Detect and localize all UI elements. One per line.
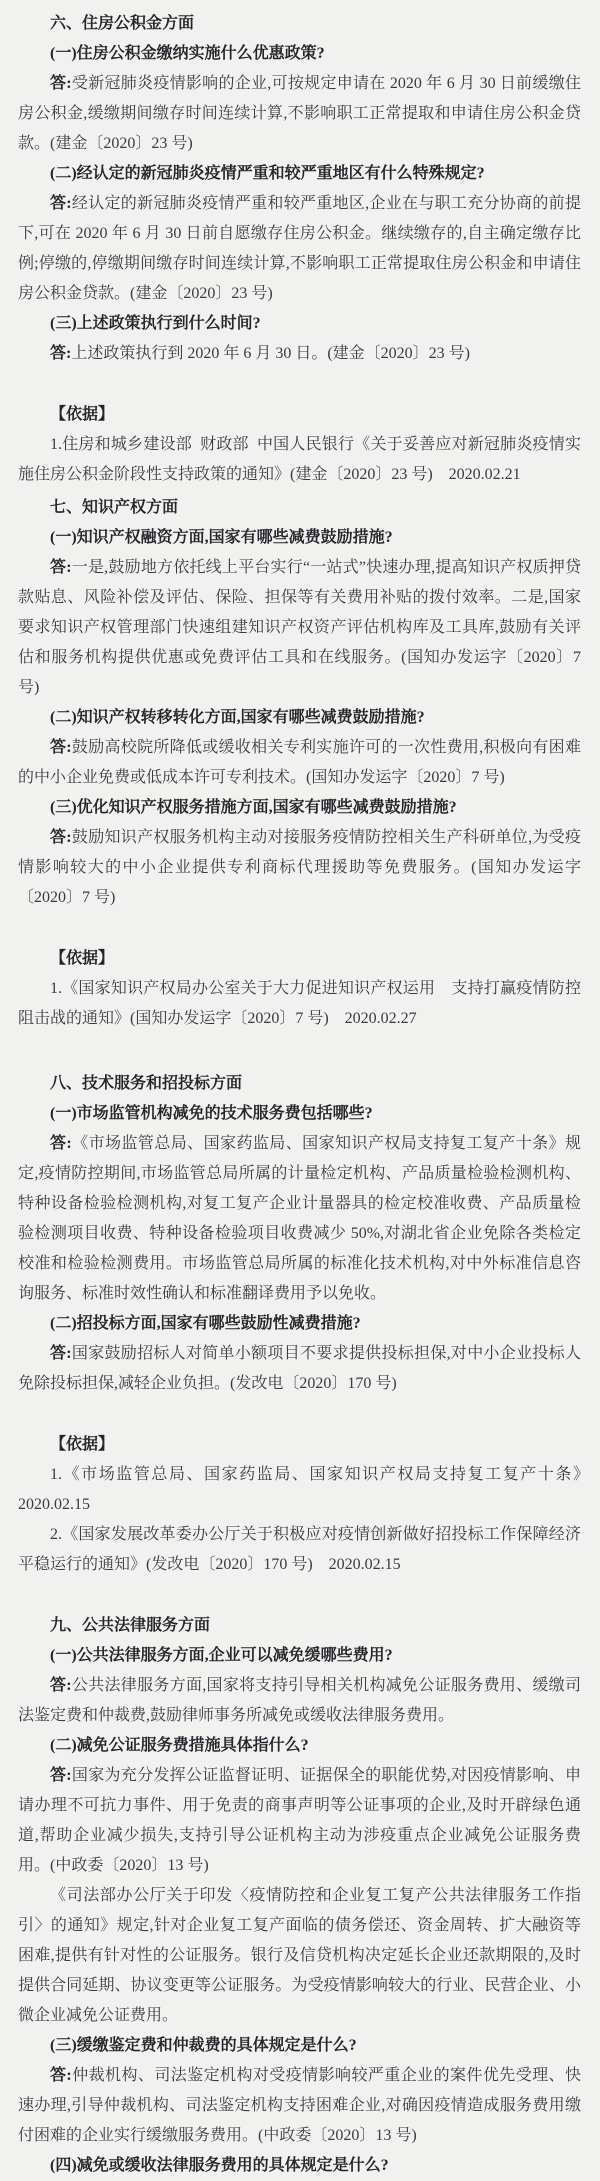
answer-text: 一是,鼓励地方依托线上平台实行“一站式”快速办理,提高知识产权质押贷款贴息、风险补偿及评估、保险、担保等有关费用补贴的拨付效率。二是,国家要求知识产权管理部门快速组建知识产权资产评估机构库及工具库,鼓励有关评估和服务机构提供优惠或免费评估工具和在线服务。(国知办发运字〔2020〕7 号) — [18, 559, 581, 696]
answer-prefix-label: 答: — [50, 2067, 72, 2084]
answer-prefix-label: 答: — [50, 739, 72, 756]
answer-text: 《司法部办公厅关于印发〈疫情防控和企业复工复产公共法律服务工作指引〉的通知》规定,针对企业复工复产面临的债务偿还、资金周转、扩大融资等困难,提供有针对性的公证服务。银行及信贷机构决定延长企业还款期限的,及时提供合同延期、协议变更等公证服务。为受疫情影响较大的行业、民营企业、小微企业减免公证费用。 — [18, 1887, 581, 2024]
question-text: (一)公共法律服务方面,企业可以减免缓哪些费用? — [50, 1647, 393, 1664]
answer-paragraph — [18, 1671, 581, 1731]
section-heading: 七、知识产权方面 — [50, 499, 179, 516]
answer-text: 国家为充分发挥公证监督证明、证据保全的职能优势,对因疫情影响、申请办理不可抗力事件、用于免责的商事声明等公证事项的企业,及时开辟绿色通道,帮助企业减少损失,支持引导公证机构主动为涉疫重点企业减免公证服务费用。(中政委〔2020〕13 号) — [18, 1767, 581, 1874]
answer-prefix-label: 答: — [50, 1677, 72, 1694]
section-1 — [18, 9, 581, 490]
question-text: (一)市场监管机构减免的技术服务费包括哪些? — [50, 1105, 373, 1122]
question-text: (二)知识产权转移转化方面,国家有哪些减费鼓励措施? — [50, 709, 425, 726]
section-heading: 九、公共法律服务方面 — [50, 1617, 211, 1634]
question-text: (三)上述政策执行到什么时间? — [50, 315, 261, 332]
answer-paragraph — [18, 189, 581, 309]
answer-paragraph — [18, 553, 581, 703]
answer-prefix-label: 答: — [50, 195, 72, 212]
answer-paragraph — [18, 339, 581, 369]
basis-heading: 【依据】 — [50, 406, 115, 423]
question-text: (二)减免公证服务费措施具体指什么? — [50, 1737, 309, 1754]
question-text: (三)优化知识产权服务措施方面,国家有哪些减费鼓励措施? — [50, 799, 457, 816]
answer-text: 公共法律服务方面,国家将支持引导相关机构减免公证服务费用、缓缴司法鉴定费和仲裁费,鼓励律师事务所减免或缓收法律服务费用。 — [18, 1677, 581, 1724]
answer-prefix-label: 答: — [50, 345, 72, 362]
section-2 — [18, 493, 581, 1034]
answer-prefix-label: 答: — [50, 75, 72, 92]
answer-text: 上述政策执行到 2020 年 6 月 30 日。(建金〔2020〕23 号) — [71, 345, 471, 362]
answer-text: 经认定的新冠肺炎疫情严重和较严重地区,企业在与职工充分协商的前提下,可在 2020 年 6 月 30 日前自愿缴存住房公积金。继续缴存的,自主确定缴存比例;停缴的,停缴期间缴存时间连续计算,不影响职工正常提取住房公积金和申请住房公积金贷款。(建金〔2020〕23 号) — [18, 195, 581, 302]
answer-text: 受新冠肺炎疫情影响的企业,可按规定申请在 2020 年 6 月 30 日前缓缴住房公积金,缓缴期间缴存时间连续计算,不影响职工正常提取和申请住房公积金贷款。(建金〔2020〕23 号) — [18, 75, 581, 152]
answer-text: 鼓励高校院所降低或缓收相关专利实施许可的一次性费用,积极向有困难的中小企业免费或低成本许可专利技术。(国知办发运字〔2020〕7 号) — [18, 739, 581, 786]
answer-prefix-label: 答: — [50, 559, 72, 576]
question-text: (二)经认定的新冠肺炎疫情严重和较严重地区有什么特殊规定? — [50, 165, 485, 182]
basis-heading: 【依据】 — [50, 950, 115, 967]
answer-paragraph — [18, 1881, 581, 2031]
answer-prefix-label: 答: — [50, 1767, 72, 1784]
basis-item: 2.《国家发展改革委办公厅关于积极应对疫情创新做好招投标工作保障经济平稳运行的通知》(发改电〔2020〕170 号) 2020.02.15 — [18, 1526, 581, 1573]
answer-text: 鼓励知识产权服务机构主动对接服务疫情防控相关生产科研单位,为受疫情影响较大的中小企业提供专利商标代理援助等免费服务。(国知办发运字〔2020〕7 号) — [18, 829, 581, 906]
answer-paragraph — [18, 1761, 581, 1881]
question-text: (三)缓缴鉴定费和仲裁费的具体规定是什么? — [50, 2037, 357, 2054]
section-heading: 六、住房公积金方面 — [50, 15, 195, 32]
section-3 — [18, 1069, 598, 1580]
answer-prefix-label: 答: — [50, 829, 72, 846]
answer-paragraph — [18, 1129, 581, 1309]
answer-text: 仲裁机构、司法鉴定机构对受疫情影响较严重企业的案件优先受理、快速办理,引导仲裁机构、司法鉴定机构支持困难企业,对确因疫情造成服务费用缴付困难的企业实行缓缴服务费用。(中政委〔2020〕13 号) — [18, 2067, 581, 2144]
question-text: (一)知识产权融资方面,国家有哪些减费鼓励措施? — [50, 529, 393, 546]
basis-heading: 【依据】 — [50, 1436, 115, 1453]
answer-paragraph — [18, 733, 581, 793]
basis-item: 1.《市场监管总局、国家药监局、国家知识产权局支持复工复产十条》 2020.02.15 — [18, 1466, 598, 1513]
basis-item: 1.《国家知识产权局办公室关于大力促进知识产权运用 支持打赢疫情防控阻击战的通知》(国知办发运字〔2020〕7 号) 2020.02.27 — [18, 980, 581, 1027]
question-text: (四)减免或缓收法律服务费用的具体规定是什么? — [50, 2157, 389, 2174]
answer-paragraph — [18, 823, 581, 913]
answer-prefix-label: 答: — [50, 1135, 72, 1152]
answer-text: 《市场监管总局、国家药监局、国家知识产权局支持复工复产十条》规定,疫情防控期间,市场监管总局所属的计量检定机构、产品质量检验检测机构、特种设备检验检测机构,对复工复产企业计量器具的检定校准收费、产品质量检验检测项目收费、特种设备检验项目收费减少 50%,对湖北省企业免除各类检定校准和检验检测费用。市场监管总局所属的标准化技术机构,对中外标准信息咨询服务、标准时效性确认和标准翻译费用予以免收。 — [18, 1135, 581, 1302]
answer-paragraph — [18, 69, 581, 159]
question-text: (一)住房公积金缴纳实施什么优惠政策? — [50, 45, 325, 62]
section-4 — [18, 1611, 581, 2181]
answer-text: 国家鼓励招标人对简单小额项目不要求提供投标担保,对中小企业投标人免除投标担保,减轻企业负担。(发改电〔2020〕170 号) — [18, 1345, 581, 1392]
section-heading: 八、技术服务和招投标方面 — [50, 1075, 243, 1092]
basis-item: 1.住房和城乡建设部 财政部 中国人民银行《关于妥善应对新冠肺炎疫情实施住房公积金阶段性支持政策的通知》(建金〔2020〕23 号) 2020.02.21 — [18, 436, 581, 483]
answer-prefix-label: 答: — [50, 1345, 72, 1362]
answer-paragraph — [18, 1339, 581, 1399]
answer-paragraph — [18, 2061, 581, 2151]
question-text: (二)招投标方面,国家有哪些鼓励性减费措施? — [50, 1315, 361, 1332]
